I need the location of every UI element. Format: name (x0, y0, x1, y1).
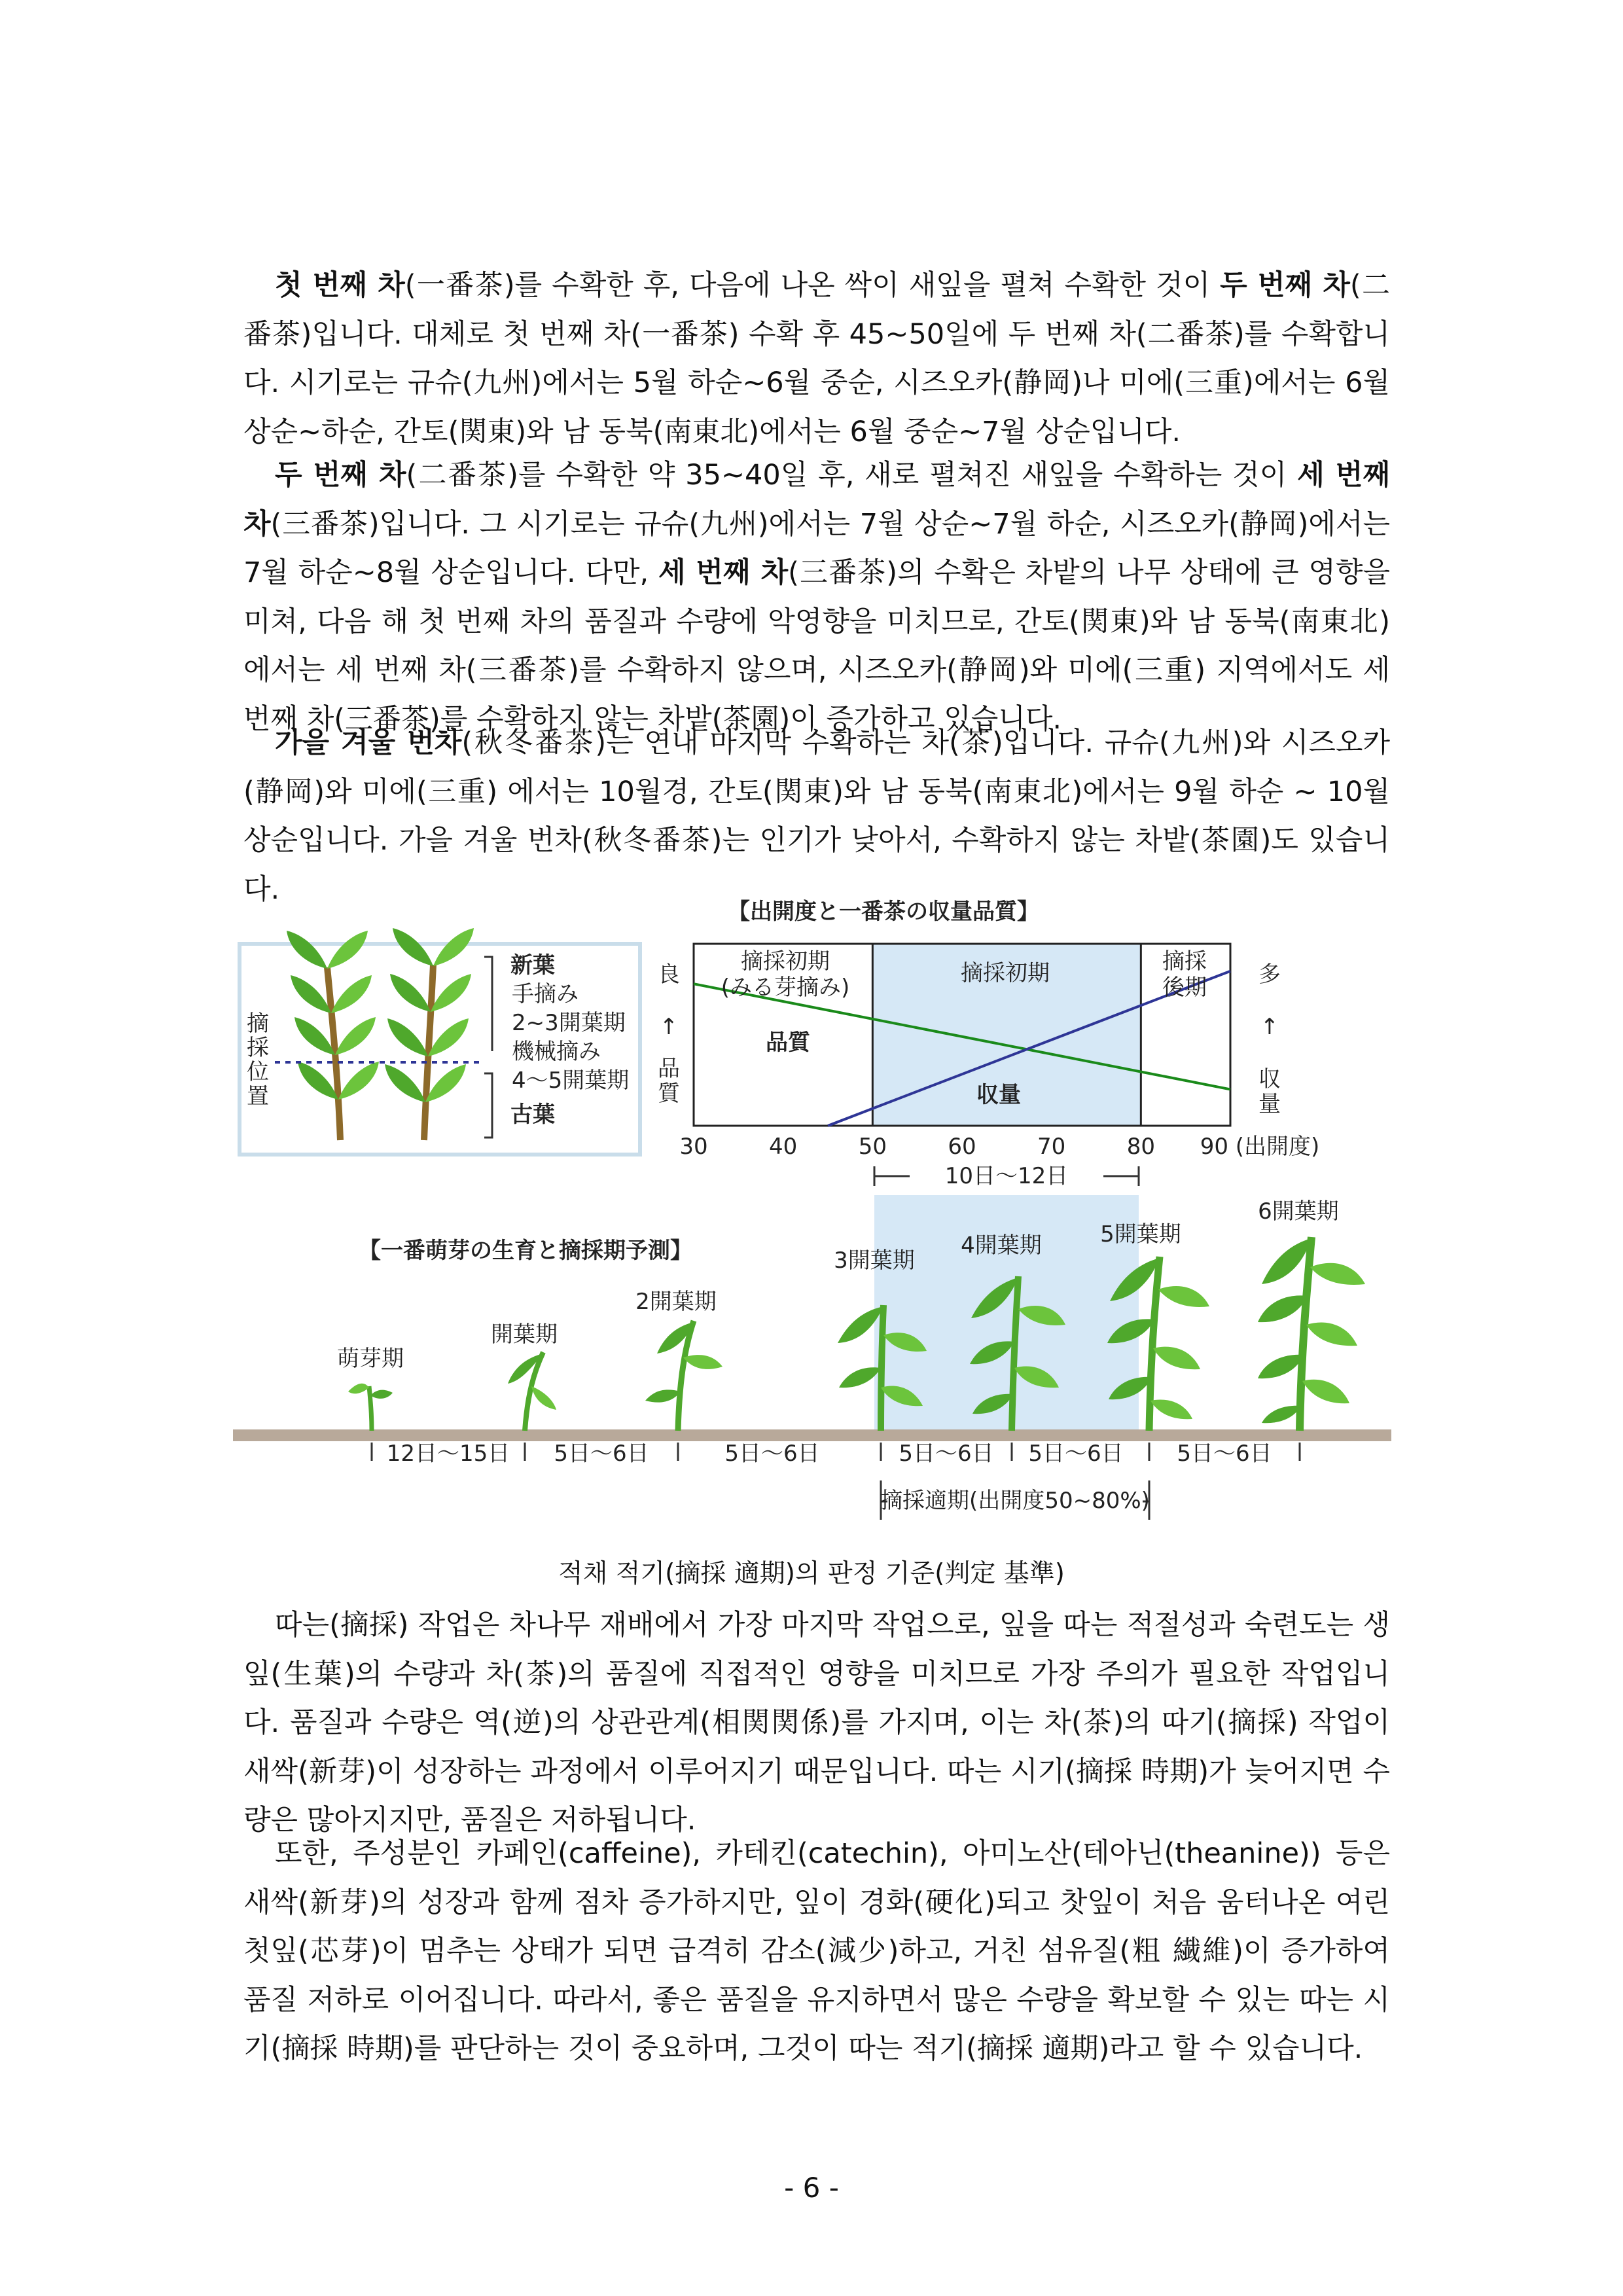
interval-label: 5日～6日 (1177, 1441, 1272, 1467)
bold-term: 두 번째 차 (1220, 269, 1350, 302)
growth-title: 【一番萌芽の生育と摘採期予測】 (359, 1238, 692, 1264)
tea-harvest-figure (0, 877, 1623, 1545)
svg-text:多: 多 (1258, 961, 1281, 988)
plant-stage-2 (508, 1352, 556, 1431)
bold-term: 첫 번째 차 (275, 269, 405, 302)
growth-stage-label: 萌芽期 (337, 1346, 404, 1372)
plant-stage-1 (348, 1384, 393, 1431)
interval-label: 5日～6日 (899, 1441, 994, 1467)
text-run: (秋冬番茶)는 연내 마지막 수확하는 차(茶)입니다. 규슈(九州)와 시즈오카(静岡)와 미에(三重) 에서는 10월경, 간토(関東)와 남 동북(南東北)에서는 9월 하순 ~ 10월 상순입니다. 가을 겨울 번차(秋冬番茶)는 인기가 낮아서, 수확하지 않는 차밭(茶園)도 있습니다. (243, 726, 1390, 906)
growth-stage-label: 5開葉期 (1100, 1221, 1181, 1247)
stage-middle-label: 摘採初期 (961, 960, 1050, 986)
x-axis-last-label: 90 (出開度) (1200, 1134, 1320, 1160)
plant-stage-7 (1258, 1237, 1365, 1431)
text-run: (二番茶)를 수확한 약 35~40일 후, 새로 펼쳐진 새잎을 수확하는 것이 (406, 459, 1298, 492)
interval-label: 5日～6日 (1028, 1441, 1124, 1467)
growth-stage-label: 3開葉期 (834, 1247, 915, 1274)
chart-title: 【出開度と一番茶の収量品質】 (728, 899, 1039, 925)
inset-item: 手摘み (512, 981, 579, 1007)
yield-series-label: 収量 (976, 1082, 1021, 1108)
new-leaf-label: 新葉 (510, 952, 555, 978)
svg-text:良: 良 (658, 961, 680, 988)
stage-late-label: 摘採 (1162, 948, 1207, 975)
bold-term: 두 번째 차 (275, 459, 406, 492)
paragraph-2 (243, 451, 1390, 744)
svg-text:量: 量 (1258, 1091, 1281, 1117)
text-run: (三番茶)입니다. 그 시기로는 규슈(九州)에서는 7월 상순~7월 하순, 시즈오카(静岡)에서는 7월 하순~8월 상순입니다. 다만, (243, 507, 1390, 589)
x-tick-label: 70 (1037, 1134, 1066, 1160)
text-run: 또한, 주성분인 카페인(caffeine), 카테킨(catechin), 아미노산(테아닌(theanine)) 등은 새싹(新芽)의 성장과 함께 점차 증가하지만, 잎이 경화(硬化)되고 찻잎이 처음 움터나온 여린 첫잎(芯芽)이 멈추는 상태가 되면 급격히 감소(減少)하고, 거친 섬유질(粗 繊維)이 증가하여 품질 저하로 이어집니다. 따라서, 좋은 품질을 유지하면서 많은 수량을 확보할 수 있는 따는 시기(摘採 時期)를 판단하는 것이 중요하며, 그것이 따는 적기(摘採 適期)라고 할 수 있습니다. (243, 1837, 1390, 2065)
optimal-period-marker (880, 1480, 1150, 1520)
svg-text:↑: ↑ (659, 1014, 679, 1040)
text-run: (二番茶)입니다. 대체로 첫 번째 차(一番茶) 수확 후 45~50일에 두 번째 차(二番茶)를 수확합니다. 시기로는 규슈(九州)에서는 5월 하순~6월 중순, 시즈오카(静岡)나 미에(三重)에서는 6월 상순~하순, 간토(関東)와 남 동북(南東北)에서는 6월 중순~7월 상순입니다. (243, 269, 1391, 448)
svg-text:10日～12日: 10日～12日 (944, 1163, 1069, 1189)
plant-stage-3 (645, 1321, 722, 1431)
text-run: 따는(摘採) 작업은 차나무 재배에서 가장 마지막 작업으로, 잎을 따는 적절성과 숙련도는 생잎(生葉)의 수량과 차(茶)의 품질에 직접적인 영향을 미치므로 가장 주의가 필요한 작업입니다. 품질과 수량은 역(逆)의 상관관계(相関関係)를 가지며, 이는 차(茶)의 따기(摘採) 작업이 새싹(新芽)이 성장하는 과정에서 이루어지기 때문입니다. 따는 시기(摘採 時期)가 늦어지면 수량은 많아지지만, 품질은 저하됩니다. (243, 1609, 1390, 1837)
bold-term: 세 번째 차 (658, 556, 789, 589)
svg-text:摘: 摘 (247, 1011, 269, 1037)
svg-text:↑: ↑ (1260, 1014, 1279, 1040)
inset-item: 4～5開葉期 (512, 1067, 630, 1094)
growth-stage-label: 6開葉期 (1258, 1198, 1339, 1225)
quality-series-label: 品質 (766, 1030, 810, 1056)
text-run: (三番茶)의 수확은 차밭의 나무 상태에 큰 영향을 미쳐, 다음 해 첫 번째 차의 품질과 수량에 악영향을 미치므로, 간토(関東)와 남 동북(南東北)에서는 세 번째 차(三番茶)를 수확하지 않으며, 시즈오카(静岡)와 미에(三重) 지역에서도 세 번째 차(三番茶)를 수확하지 않는 차밭(茶園)이 증가하고 있습니다. (243, 556, 1390, 736)
inset-item: 機械摘み (512, 1039, 601, 1065)
x-tick-label: 40 (769, 1134, 798, 1160)
x-tick-label: 50 (858, 1134, 887, 1160)
old-leaf-label: 古葉 (510, 1102, 555, 1128)
paragraph-5 (243, 1829, 1390, 2073)
page-number: - 6 - (784, 2172, 839, 2204)
side-label (247, 1011, 269, 1109)
figure-caption: 적채 적기(摘採 適期)의 판정 기준(判定 基準) (558, 1559, 1065, 1588)
svg-text:採: 採 (247, 1035, 269, 1061)
text-run: (一番茶)를 수확한 후, 다음에 나온 싹이 새잎을 펼쳐 수확한 것이 (404, 269, 1221, 302)
left-axis-label (658, 961, 681, 1107)
x-tick-label: 60 (948, 1134, 976, 1160)
bold-term: 가을 겨울 번차 (275, 726, 462, 759)
stage-early-label: 摘採初期 (741, 948, 830, 975)
growth-stage-label: 開葉期 (491, 1321, 558, 1348)
svg-text:位: 位 (247, 1059, 269, 1085)
stage-early-sublabel: (みる芽摘み) (721, 975, 850, 1001)
svg-text:摘採適期(出開度50~80%): 摘採適期(出開度50~80%) (880, 1488, 1150, 1514)
interval-label: 12日～15日 (386, 1441, 510, 1467)
growth-stage-label: 4開葉期 (961, 1232, 1042, 1259)
interval-label: 5日～6日 (724, 1441, 820, 1467)
growth-stage-label: 2開葉期 (635, 1289, 717, 1315)
x-tick-label: 30 (679, 1134, 708, 1160)
paragraph-4 (243, 1601, 1390, 1845)
svg-text:置: 置 (247, 1083, 269, 1109)
x-tick-label: 80 (1126, 1134, 1155, 1160)
bold-term: 세 번째 차 (243, 459, 1391, 541)
interval-ticks (372, 1443, 1300, 1461)
svg-text:質: 質 (658, 1081, 680, 1107)
span-marker (874, 1163, 1139, 1189)
right-axis-label (1258, 961, 1281, 1117)
stage-late-sublabel: 後期 (1162, 975, 1207, 1001)
svg-text:収: 収 (1258, 1066, 1281, 1092)
soil-line (233, 1429, 1391, 1441)
inset-item: 2~3開葉期 (512, 1010, 626, 1036)
svg-text:品: 品 (658, 1056, 680, 1082)
interval-label: 5日～6日 (554, 1441, 649, 1467)
paragraph-1 (243, 261, 1390, 456)
